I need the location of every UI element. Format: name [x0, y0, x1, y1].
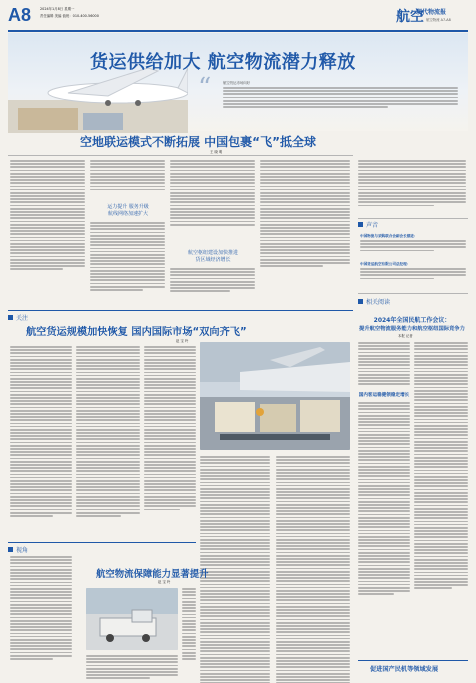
article-byline: 赵 宝 玲 [158, 580, 171, 584]
related-col1b [358, 402, 410, 595]
edition-label: 航空物流 A7-A8 [426, 18, 451, 22]
voice-quote-1 [360, 240, 466, 251]
quote-mark: “ [198, 73, 212, 103]
article-title: 航空货运规模加快恢复 国内国际市场“双向齐飞” [26, 327, 247, 338]
section-marker [358, 222, 363, 227]
section-related [358, 297, 390, 306]
hero-lead-text [223, 87, 458, 108]
section-title: 航空 [396, 9, 424, 25]
section-marker [8, 547, 13, 552]
section-label: 声音 [366, 222, 379, 229]
subhead-line2: 货区域经济增长 [195, 256, 231, 263]
article1-col2 [90, 160, 165, 190]
section-label: 相关阅读 [366, 299, 391, 306]
subhead-hub [172, 250, 254, 263]
section-marker [358, 299, 363, 304]
cargo-loading-illustration [200, 342, 350, 450]
page-number: A8 [8, 5, 32, 25]
section-focus [8, 313, 28, 322]
subhead-line1: 运力提升 服务升级 [107, 204, 149, 210]
article2-col5 [276, 456, 350, 683]
related-col1 [358, 342, 410, 385]
voice-speaker-1: 中国物流与采购联合会副会长蔡进： [360, 234, 418, 238]
article2-col2 [76, 346, 140, 517]
article1-col3b [170, 268, 255, 292]
divider [8, 542, 196, 543]
article3-col1 [10, 556, 72, 660]
voice-quote-2 [360, 268, 466, 279]
corner-title: 促进国产民机等领域发展 [370, 666, 439, 673]
related-title-2: 提升航空物流服务能力和航空枢纽国际竞争力 [359, 326, 465, 332]
hero-banner [8, 33, 468, 131]
section-label: 关注 [16, 315, 29, 322]
article2-col3 [144, 346, 196, 510]
section-label: 视角 [16, 547, 29, 554]
editor-line: 责任编辑 美编 值班：010-400-56000 [40, 14, 99, 18]
article1-col1 [10, 160, 85, 270]
masthead [0, 0, 476, 34]
article2-col1 [10, 346, 72, 517]
article3-col3 [182, 588, 196, 660]
subhead-capacity [92, 204, 164, 217]
divider [358, 660, 468, 661]
article-title: 航空物流保障能力显著提升 [96, 569, 209, 580]
related-col2 [414, 342, 468, 589]
article-byline: 赵 宝 玲 [176, 339, 189, 343]
article1-col4 [260, 160, 350, 267]
related-byline: 本报 记者 [398, 334, 413, 338]
section-perspective [8, 545, 28, 554]
subhead-line2: 航线网络加速扩大 [107, 210, 148, 217]
divider [358, 218, 468, 219]
hero-headline: 货运供给加大 航空物流潜力释放 [90, 52, 356, 73]
issue-date: 2024年1月8日 星期一 [40, 7, 75, 11]
airport-ground-photo [86, 588, 178, 650]
article1-col2b [90, 222, 165, 291]
article3-col2 [86, 655, 178, 679]
divider [8, 155, 353, 156]
article-title: 空地联运模式不断拓展 中国包裹“飞”抵全球 [80, 135, 316, 149]
paper-name: 现代物流报 [416, 9, 447, 16]
divider [358, 293, 468, 294]
header-rule [8, 30, 468, 32]
divider [8, 310, 353, 311]
article1-col3 [170, 160, 255, 226]
related-subhead: 国内客运稳健领稳定增长 [358, 393, 410, 398]
ground-vehicle-illustration [86, 588, 178, 650]
voice-speaker-2: 中国货运航空有限公司总经理： [360, 262, 411, 266]
related-title-1: 2024年全国民航工作会议： [373, 317, 451, 324]
subhead-line1: 航空枢纽建设加快推进 [187, 250, 238, 256]
hero-lead: 航空货运市场向好 [223, 81, 251, 85]
cargo-loading-photo [200, 342, 350, 450]
section-marker [8, 315, 13, 320]
article-byline: 王 晓 明 [210, 150, 223, 154]
hero-right-text [358, 160, 466, 206]
section-voice [358, 220, 378, 229]
article2-col4 [200, 456, 270, 683]
